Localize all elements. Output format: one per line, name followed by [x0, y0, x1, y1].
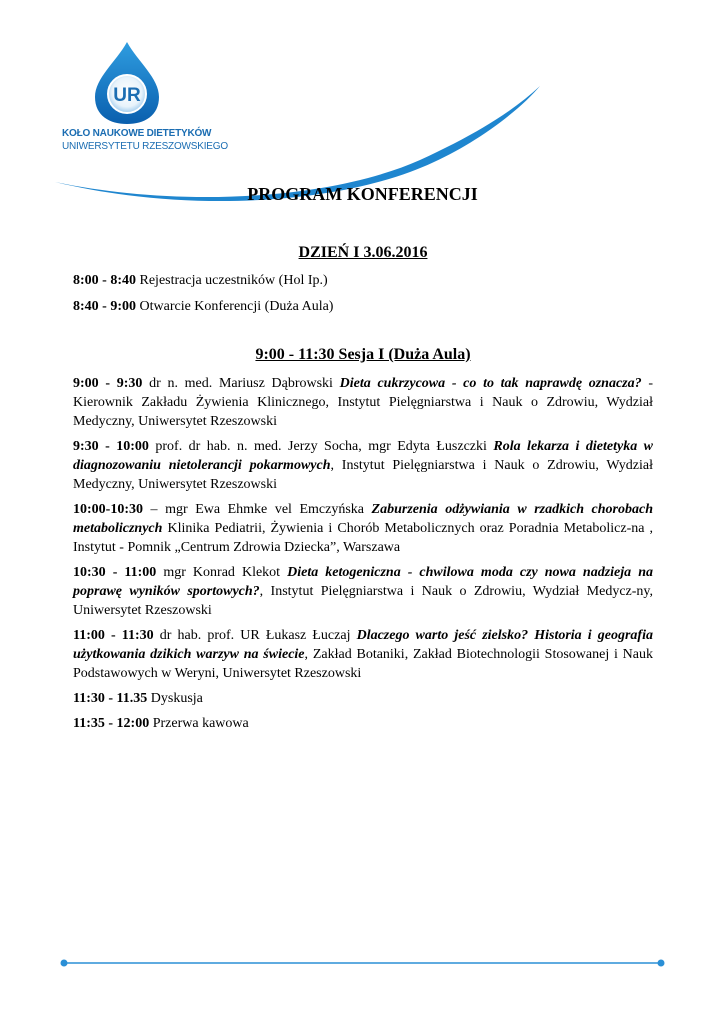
item-speaker: – mgr Ewa Ehmke vel Emczyńska: [143, 502, 372, 517]
schedule-item: [73, 689, 653, 708]
item-talk-title: Rola lekarza i dietetyka w diagnozowaniu nietolerancji pokarmowych: [73, 439, 653, 473]
item-time: 9:30 - 10:00: [73, 439, 149, 454]
item-text: Przerwa kawowa: [149, 716, 249, 731]
item-time: 11:00 - 11:30: [73, 628, 154, 643]
item-time: 11:35 - 12:00: [73, 716, 150, 731]
item-text: Rejestracja uczestników (Hol Ip.): [136, 273, 328, 288]
water-drop-icon: [95, 42, 159, 124]
item-affiliation: , Instytut Pielęgniarstwa i Nauk o Zdrowiu, Wydział Medyczny, Uniwersytet Rzeszowski: [73, 458, 653, 492]
item-speaker: dr n. med. Mariusz Dąbrowski: [142, 376, 340, 391]
schedule-item: [73, 626, 653, 683]
schedule-item: [73, 374, 653, 431]
organization-name: KOŁO NAUKOWE DIETETYKÓW: [62, 128, 212, 139]
item-talk-title: Dlaczego warto jeść zielsko? Historia i geografia użytkowania dzikich warzyw na świecie: [73, 628, 653, 662]
page-title: PROGRAM KONFERENCJI: [247, 184, 478, 204]
item-speaker: dr hab. prof. UR Łukasz Łuczaj: [153, 628, 357, 643]
schedule-item: [73, 714, 653, 733]
item-time: 11:30 - 11.35: [73, 691, 148, 706]
schedule-item: [73, 297, 653, 316]
item-time: 9:00 - 9:30: [73, 376, 143, 391]
item-time: 8:40 - 9:00: [73, 299, 136, 314]
item-talk-title: Dieta ketogeniczna - chwilowa moda czy nowa nadzieja na poprawę wyników sportowych?: [73, 565, 653, 599]
item-time: 10:30 - 11:00: [73, 565, 157, 580]
item-talk-title: Dieta cukrzycowa - co to tak naprawdę oznacza?: [339, 376, 642, 391]
schedule-item: [73, 563, 653, 620]
item-talk-title: Zaburzenia odżywiania w rzadkich chorobach metabolicznych: [73, 502, 653, 536]
schedule-item: [73, 500, 653, 557]
day-heading: DZIEŃ I 3.06.2016: [298, 244, 428, 261]
item-text: Dyskusja: [147, 691, 203, 706]
item-time: 10:00-10:30: [73, 502, 143, 517]
item-speaker: prof. dr hab. n. med. Jerzy Socha, mgr Edyta Łuszczki: [148, 439, 494, 454]
item-time: 8:00 - 8:40: [73, 273, 136, 288]
item-affiliation: Klinika Pediatrii, Żywienia i Chorób Metabolicznych oraz Poradnia Metabolicz-na , Instytut - Pomnik „Centrum Zdrowia Dziecka”, Warszawa: [73, 521, 653, 555]
item-speaker: mgr Konrad Klekot: [156, 565, 288, 580]
item-text: Otwarcie Konferencji (Duża Aula): [136, 299, 334, 314]
logo-graphic: [0, 0, 725, 215]
schedule-item: [73, 437, 653, 494]
footer-divider: [60, 959, 665, 967]
item-affiliation: , Instytut Pielęgniarstwa i Nauk o Zdrowiu, Wydział Medycz-ny, Uniwersytet Rzeszowski: [73, 584, 653, 618]
session-heading: 9:00 - 11:30 Sesja I (Duża Aula): [255, 346, 471, 363]
item-affiliation: - Kierownik Zakładu Żywienia Klinicznego, Instytut Pielęgniarstwa i Nauk o Zdrowiu, Wydział Medyczny, Uniwersytet Rzeszowski: [73, 376, 653, 429]
item-affiliation: , Zakład Botaniki, Zakład Biotechnologii Stosowanej i Nauk Podstawowych w Weryni, Uniwersytet Rzeszowski: [73, 647, 653, 681]
schedule-item: [73, 271, 653, 290]
university-name: UNIWERSYTETU RZESZOWSKIEGO: [62, 141, 228, 152]
logo-mark: UR: [113, 85, 141, 106]
